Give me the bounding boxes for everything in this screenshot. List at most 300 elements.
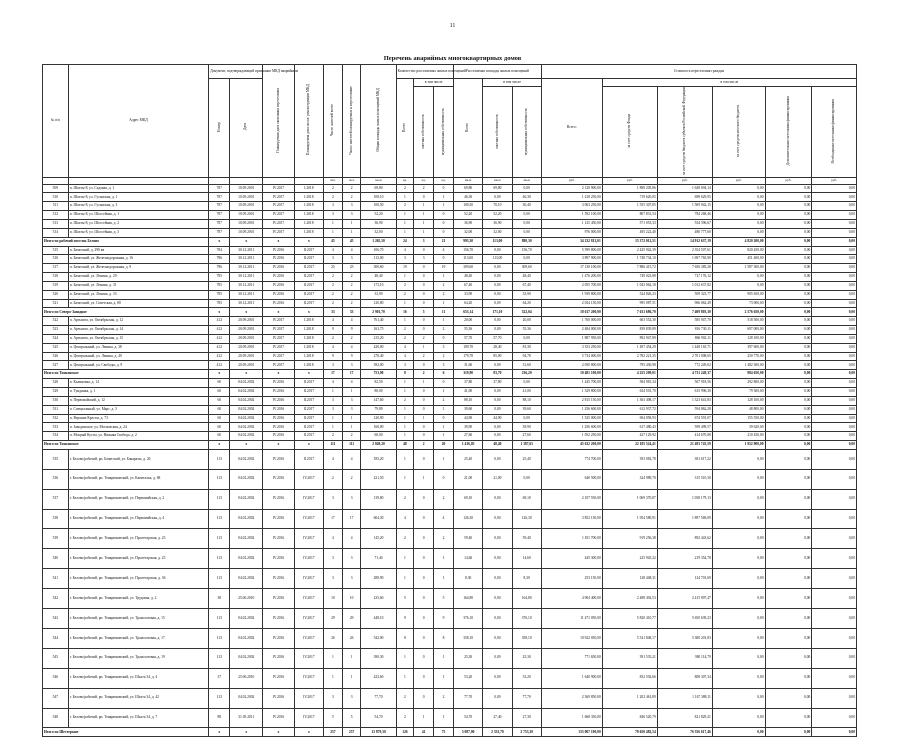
row-number: 534 [43, 432, 69, 441]
cell-num: 60 [209, 432, 230, 441]
cell-ce: 0,00 [765, 290, 812, 299]
cell-cl: 984 650,00 [712, 370, 765, 379]
cell-ap: 0,00 [483, 361, 512, 370]
cell-resp: 3 [342, 396, 361, 405]
cell-cl: 1 482 300,00 [712, 361, 765, 370]
cell-resp: 3 [342, 405, 361, 414]
cell-ce: 0,00 [765, 449, 812, 469]
cell-cu: 0,00 [812, 193, 857, 202]
cell-ce: 0,00 [765, 396, 812, 405]
row-number: 545 [43, 648, 69, 668]
cell-cs: 1 323 641,83 [657, 396, 712, 405]
cell-am: 88,10 [512, 396, 541, 405]
cell-at: 14,60 [454, 549, 483, 569]
cell-cf: 839 839,89 [602, 326, 657, 335]
cell-res: 45 [324, 237, 343, 246]
cell-ce: 0,00 [765, 219, 812, 228]
cell-ct: 640 500,00 [541, 469, 602, 489]
row-number: 540 [43, 549, 69, 569]
cell-am: 41,00 [512, 388, 541, 397]
cell-dem: x [294, 370, 323, 379]
cell-end: IV.2016 [263, 708, 295, 728]
cell-rt: 9 [396, 609, 414, 629]
cell-ap: 0,00 [483, 273, 512, 282]
cell-ap: 0,00 [483, 281, 512, 290]
cell-dem: IV.2017 [294, 628, 323, 648]
table-row [43, 628, 857, 648]
cell-cl: 0,00 [712, 628, 765, 648]
cell-cu: 0,00 [812, 648, 857, 668]
cell-date: 04.02.2002 [230, 489, 263, 509]
cell-am: 55,36 [512, 326, 541, 335]
cell-ct: 2 107 550,00 [541, 489, 602, 509]
cell-date: 04.02.2002 [230, 396, 263, 405]
cell-res: 1 [324, 228, 343, 237]
row-address: п. Бачатский, ул. Советская, д. 80 [68, 299, 209, 308]
cell-end: IV.2016 [263, 255, 295, 264]
cell-at: 32,00 [454, 228, 483, 237]
cell-rp: 1 [414, 219, 434, 228]
cell-ap: 0,00 [483, 628, 512, 648]
cell-cl: 0,00 [712, 529, 765, 549]
cell-ct: 34 232 812,01 [541, 237, 602, 246]
subtotal-row [43, 728, 857, 737]
cell-rt: 1 [396, 469, 414, 489]
cell-cs: 866 902,11 [657, 334, 712, 343]
row-number: 519 [43, 281, 69, 290]
subtotal-label: Итого по Тонкинское [43, 441, 209, 450]
cell-cs: 5 380 201,83 [657, 628, 712, 648]
cell-am: 39,60 [512, 405, 541, 414]
cell-date: 30.12.2011 [230, 255, 263, 264]
cell-num: 113 [209, 509, 230, 529]
cell-cu: 0,00 [812, 255, 857, 264]
cell-dem: IV.2017 [294, 529, 323, 549]
cell-dem: I.2018 [294, 202, 323, 211]
cell-resp: 33 [342, 308, 361, 317]
cell-end: IV.2016 [263, 489, 295, 509]
table-row [43, 219, 857, 228]
cell-cu: 0,00 [812, 569, 857, 589]
col-doc-date-header: Дата [230, 79, 263, 178]
cell-cu: 0,00 [812, 343, 857, 352]
cell-date: x [230, 308, 263, 317]
row-number: 518 [43, 273, 69, 282]
cell-ce: 0,00 [765, 648, 812, 668]
cell-at: 67,40 [454, 281, 483, 290]
table-row [43, 432, 857, 441]
cell-ap: 0,00 [483, 396, 512, 405]
cell-resp: 1 [342, 228, 361, 237]
cell-cl: 4 820 200,00 [712, 237, 765, 246]
subtotal-row [43, 237, 857, 246]
cell-rm: 0 [434, 184, 454, 193]
cell-num: 113 [209, 529, 230, 549]
cell-num: 412 [209, 326, 230, 335]
col-residents-header: Число жителей всего [324, 65, 343, 178]
row-number: 548 [43, 708, 69, 728]
cell-rt: 1 [396, 432, 414, 441]
cell-date: 04.02.2002 [230, 628, 263, 648]
cell-rt: 1 [396, 193, 414, 202]
cell-cl: 1 952 900,00 [712, 441, 765, 450]
cell-res: 3 [324, 549, 343, 569]
cell-cl: 0,00 [712, 489, 765, 509]
col-rooms-in-that-header: в том числе [414, 79, 454, 87]
cell-cu: 0,00 [812, 469, 857, 489]
cell-cl: 0,00 [712, 202, 765, 211]
cell-cs: 1 167 388,11 [657, 688, 712, 708]
cell-cs: 808 307,34 [657, 668, 712, 688]
cell-ct: 1 476 200,00 [541, 273, 602, 282]
cell-area: 106,70 [361, 246, 396, 255]
row-number: 528 [43, 379, 69, 388]
cell-am: 27,60 [512, 432, 541, 441]
cell-dem: IV.2017 [294, 489, 323, 509]
cell-num: 786 [209, 264, 230, 273]
cell-resp: 1 [342, 648, 361, 668]
cell-am: 2 753,30 [512, 728, 541, 737]
cell-end: IV.2016 [263, 299, 295, 308]
cell-cs: 1 038 179,13 [657, 489, 712, 509]
cell-rt: 1 [396, 388, 414, 397]
cell-resp: 1 [342, 219, 361, 228]
cell-resp: 4 [342, 343, 361, 352]
cell-cf: 5 541 848,17 [602, 628, 657, 648]
cell-dem: II.2017 [294, 379, 323, 388]
cell-at: 25,30 [454, 648, 483, 668]
cell-dem: I.2018 [294, 352, 323, 361]
cell-end: IV.2016 [263, 396, 295, 405]
cell-ap: 27,40 [483, 708, 512, 728]
cell-end: IV.2017 [263, 202, 295, 211]
cell-area: 69,80 [361, 184, 396, 193]
row-number: 522 [43, 317, 69, 326]
cell-cf: 7 631 686,70 [602, 308, 657, 317]
cell-ap: 0,00 [483, 193, 512, 202]
cell-end: IV.2016 [263, 273, 295, 282]
cell-at: 88,10 [454, 396, 483, 405]
cell-cs: 219 354,78 [657, 549, 712, 569]
cell-am: 0,00 [512, 219, 541, 228]
cell-ct: 774 700,00 [541, 449, 602, 469]
cell-res: 2 [324, 299, 343, 308]
cell-ce: 0,00 [765, 317, 812, 326]
cell-cs: 480 777,60 [657, 228, 712, 237]
cell-res: 1 [324, 414, 343, 423]
cell-at: 27,60 [454, 432, 483, 441]
cell-am: 0,00 [512, 379, 541, 388]
row-number: 539 [43, 529, 69, 549]
cell-cl: 39 620,00 [712, 423, 765, 432]
cell-area: 32,00 [361, 228, 396, 237]
cell-cl: 0,00 [712, 648, 765, 668]
cell-ct: 2 120 900,00 [541, 184, 602, 193]
cell-end: IV.2017 [263, 184, 295, 193]
cell-resp: 2 [342, 184, 361, 193]
cell-rm: 0 [434, 414, 454, 423]
cell-ct: 1 668 350,00 [541, 708, 602, 728]
cell-ce: 0,00 [765, 489, 812, 509]
table-row [43, 255, 857, 264]
cell-cu: 0,00 [812, 688, 857, 708]
cell-num: 785 [209, 299, 230, 308]
cell-rp: 0 [414, 246, 434, 255]
table-row [43, 589, 857, 609]
cell-resp: 9 [342, 326, 361, 335]
cell-end: IV.2017 [263, 211, 295, 220]
row-number: 526 [43, 352, 69, 361]
cell-area: 753,90 [361, 370, 396, 379]
cell-ce: 0,00 [765, 370, 812, 379]
cell-res: 1 [324, 648, 343, 668]
cell-cf: 612 937,72 [602, 405, 657, 414]
row-number: 509 [43, 184, 69, 193]
cell-at: 31,60 [454, 361, 483, 370]
cell-cf: 225 945,22 [602, 549, 657, 569]
cell-dem: I.2018 [294, 228, 323, 237]
cell-rp: 0 [414, 264, 434, 273]
cell-cu: 0,00 [812, 326, 857, 335]
cell-cl: 0,00 [712, 449, 765, 469]
cell-area: 300,60 [361, 264, 396, 273]
cell-area: 13 879,30 [361, 728, 396, 737]
cell-am: 376,10 [512, 609, 541, 629]
cell-ce: 0,00 [765, 509, 812, 529]
cell-ce: 0,00 [765, 728, 812, 737]
cell-rp: 0 [414, 396, 434, 405]
cell-num: x [209, 237, 230, 246]
cell-cf: 393 082,78 [602, 449, 657, 469]
cell-cs: 816 730,11 [657, 326, 712, 335]
cell-rp: 1 [414, 379, 434, 388]
cell-cs: 2 354 507,61 [657, 246, 712, 255]
cell-resp: 2 [342, 299, 361, 308]
row-address: п. Тундинка, д. 1 [68, 388, 209, 397]
cell-ap: 0,00 [483, 509, 512, 529]
cell-cs: 14 912 637,19 [657, 237, 712, 246]
row-address: г. Белово/рабочий, рп. Тенкрюковский, ул. Трансхозовая, д. 19 [68, 648, 209, 668]
row-address: п. Шахты-8, ул. Шоссейная, д. 1 [68, 211, 209, 220]
cell-ct: 2 815 150,00 [541, 396, 602, 405]
col-fund-header: за счет средств Фонда [602, 87, 657, 178]
subtotal-label: Итого по Тонкинское [43, 370, 209, 379]
cell-ct: 4 904 400,00 [541, 589, 602, 609]
cell-cs: 554 396,67 [657, 219, 712, 228]
cell-rt: 3 [396, 255, 414, 264]
row-address: п. Первомайский, д. 12 [68, 396, 209, 405]
table-row [43, 343, 857, 352]
table-row [43, 193, 857, 202]
cell-rm: 2 [434, 352, 454, 361]
cell-ce: 0,00 [765, 211, 812, 220]
cell-end: IV.2016 [263, 509, 295, 529]
cell-end: IV.2017 [263, 219, 295, 228]
cell-ct: 1 445 700,00 [541, 379, 602, 388]
col-total-area-header: Общая площадь жилых помещений МКД [361, 65, 396, 178]
cell-ap: 52,20 [483, 211, 512, 220]
cell-res: 4 [324, 449, 343, 469]
cell-dem: II.2017 [294, 246, 323, 255]
cell-area: 2 849,20 [361, 441, 396, 450]
row-address: г. Белово/рабочий, рп. Тенкрюковский, ул. Первомайская, д. 4 [68, 509, 209, 529]
table-row [43, 273, 857, 282]
row-number: 524 [43, 334, 69, 343]
document-title: Перечень аварийных многоквартирных домов [383, 55, 522, 62]
cell-ct: 2 034 150,00 [541, 299, 602, 308]
cell-cl: 905 650,00 [712, 290, 765, 299]
cell-rt: 1 [396, 317, 414, 326]
cell-num: 60 [209, 414, 230, 423]
col-extra-header: Дополнительные источники финансирования [765, 87, 812, 178]
cell-cf: 4 255 209,01 [602, 370, 657, 379]
table-row [43, 317, 857, 326]
cell-area: 215,20 [361, 334, 396, 343]
cell-num: 113 [209, 569, 230, 589]
cell-end: IV.2017 [263, 361, 295, 370]
row-address: г. Белово/рабочий, рп. Тенкрюковский, ул. Первомайская, д. 2 [68, 489, 209, 509]
cell-cu: 0,00 [812, 370, 857, 379]
cell-ct: 1 052 250,00 [541, 432, 602, 441]
col-cost-in-that-header: в том числе [602, 79, 856, 87]
cell-cl: 210 450,00 [712, 432, 765, 441]
cell-end: IV.2016 [263, 549, 295, 569]
subtotal-row [43, 308, 857, 317]
cell-rm: 0 [434, 379, 454, 388]
subtotal-label: Итого по рабочий поселок Белово [43, 237, 209, 246]
cell-area: 235,60 [361, 589, 396, 609]
cell-dem: I.2018 [294, 317, 323, 326]
cell-area: 54,70 [361, 708, 396, 728]
table-row [43, 549, 857, 569]
cell-rt: 16 [396, 308, 414, 317]
cell-ce: 0,00 [765, 549, 812, 569]
row-address: г. Белово/рабочий, рп. Тенкрюковский, ул. Шахта 34, д. 42 [68, 688, 209, 708]
cell-ct: 45 632 200,00 [541, 441, 602, 450]
cell-at: 376,10 [454, 609, 483, 629]
cell-rm: 4 [434, 246, 454, 255]
cell-ap: 0,00 [483, 317, 512, 326]
cell-cf: 1 890 205,86 [602, 184, 657, 193]
cell-cf: 2 425 942,39 [602, 246, 657, 255]
cell-at: 77,70 [454, 688, 483, 708]
row-address: г. Белово/рабочий, рп. Тенкрюковский, ул. Трансхозовая, д. 15 [68, 609, 209, 629]
cell-cf: 15 372 012,51 [602, 237, 657, 246]
cell-rm: 1 [434, 405, 454, 414]
cell-rp: 0 [414, 290, 434, 299]
cell-area: 448,10 [361, 609, 396, 629]
cell-at: 33,90 [454, 290, 483, 299]
cell-ce: 0,00 [765, 414, 812, 423]
cell-cl: 518 500,00 [712, 317, 765, 326]
cell-at: 156,70 [454, 246, 483, 255]
row-number: 529 [43, 388, 69, 397]
cell-ap: 113,00 [483, 255, 512, 264]
cell-dem: I.2018 [294, 184, 323, 193]
cell-area: 52,20 [361, 211, 396, 220]
cell-rt: 19 [396, 264, 414, 273]
row-address: п. Бачатский, д. 290 кв [68, 246, 209, 255]
cell-date: 04.02.2002 [230, 388, 263, 397]
cell-am: 39,90 [512, 423, 541, 432]
cell-date: 20.09.2001 [230, 361, 263, 370]
row-number: 546 [43, 668, 69, 688]
cell-rp: 2 [414, 334, 434, 343]
cell-cu: 0,00 [812, 202, 857, 211]
cell-rt: 1 [396, 211, 414, 220]
cell-end: IV.2016 [263, 264, 295, 273]
cell-rt: 1 [396, 405, 414, 414]
cell-ct: 1 887 950,00 [541, 334, 602, 343]
cell-cf: 795 430,98 [602, 361, 657, 370]
cell-rm: 6 [434, 370, 454, 379]
cell-cu: 0,00 [812, 281, 857, 290]
cell-resp: 25 [342, 264, 361, 273]
cell-cl: 0,00 [712, 549, 765, 569]
cell-end: IV.2016 [263, 246, 295, 255]
cell-cf: 892 947,89 [602, 334, 657, 343]
cell-ct: 445 300,00 [541, 549, 602, 569]
cell-num: 412 [209, 343, 230, 352]
cell-at: 109,70 [454, 343, 483, 352]
cell-num: 37 [209, 668, 230, 688]
cell-date: 10.09.2001 [230, 193, 263, 202]
cell-am: 0,00 [512, 414, 541, 423]
cell-rm: 0 [434, 255, 454, 264]
cell-ct: 2 055 700,00 [541, 281, 602, 290]
cell-area: 82,50 [361, 379, 396, 388]
cell-date: 04.02.2002 [230, 529, 263, 549]
cell-dem: II.2017 [294, 264, 323, 273]
row-address: п. Бачатский, ул. Ленина, д. 31 [68, 281, 209, 290]
cell-area: 60,00 [361, 432, 396, 441]
cell-ce: 0,00 [765, 193, 812, 202]
cell-cf: 749 023,88 [602, 273, 657, 282]
cell-rp: 0 [414, 688, 434, 708]
row-number: 525 [43, 343, 69, 352]
cell-cl: 451 400,00 [712, 255, 765, 264]
cell-at: 36,90 [454, 219, 483, 228]
cell-resp: 1 [342, 668, 361, 688]
table-row [43, 184, 857, 193]
cell-dem: I.2018 [294, 334, 323, 343]
cell-rt: 1 [396, 273, 414, 282]
cell-ct: 5 734 000,00 [541, 352, 602, 361]
cell-cs: 1 509 942,15 [657, 202, 712, 211]
cell-cs: 567 918,56 [657, 379, 712, 388]
cell-dem: x [294, 728, 323, 737]
row-address: п. Бачатский, ул. Железнодорожная, д. 16 [68, 255, 209, 264]
cell-am: 14,60 [512, 549, 541, 569]
cell-end: IV.2016 [263, 405, 295, 414]
cell-num: 412 [209, 361, 230, 370]
cell-num: x [209, 370, 230, 379]
cell-res: 3 [324, 396, 343, 405]
cell-resp: 4 [342, 449, 361, 469]
cell-cf: 1 555 307,85 [602, 202, 657, 211]
cell-res: 3 [324, 255, 343, 264]
cell-date: x [230, 370, 263, 379]
cell-end: IV.2017 [263, 343, 295, 352]
cell-ct: 2 369 850,00 [541, 688, 602, 708]
cell-resp: 2 [342, 432, 361, 441]
cell-area: 48,40 [361, 273, 396, 282]
cell-date: 10.09.2001 [230, 211, 263, 220]
cell-cl: 0,00 [712, 193, 765, 202]
row-address: п. Бачатский, ул. Ленина, д. 33 [68, 290, 209, 299]
cell-area: 160,00 [361, 423, 396, 432]
cell-end: IV.2016 [263, 388, 295, 397]
